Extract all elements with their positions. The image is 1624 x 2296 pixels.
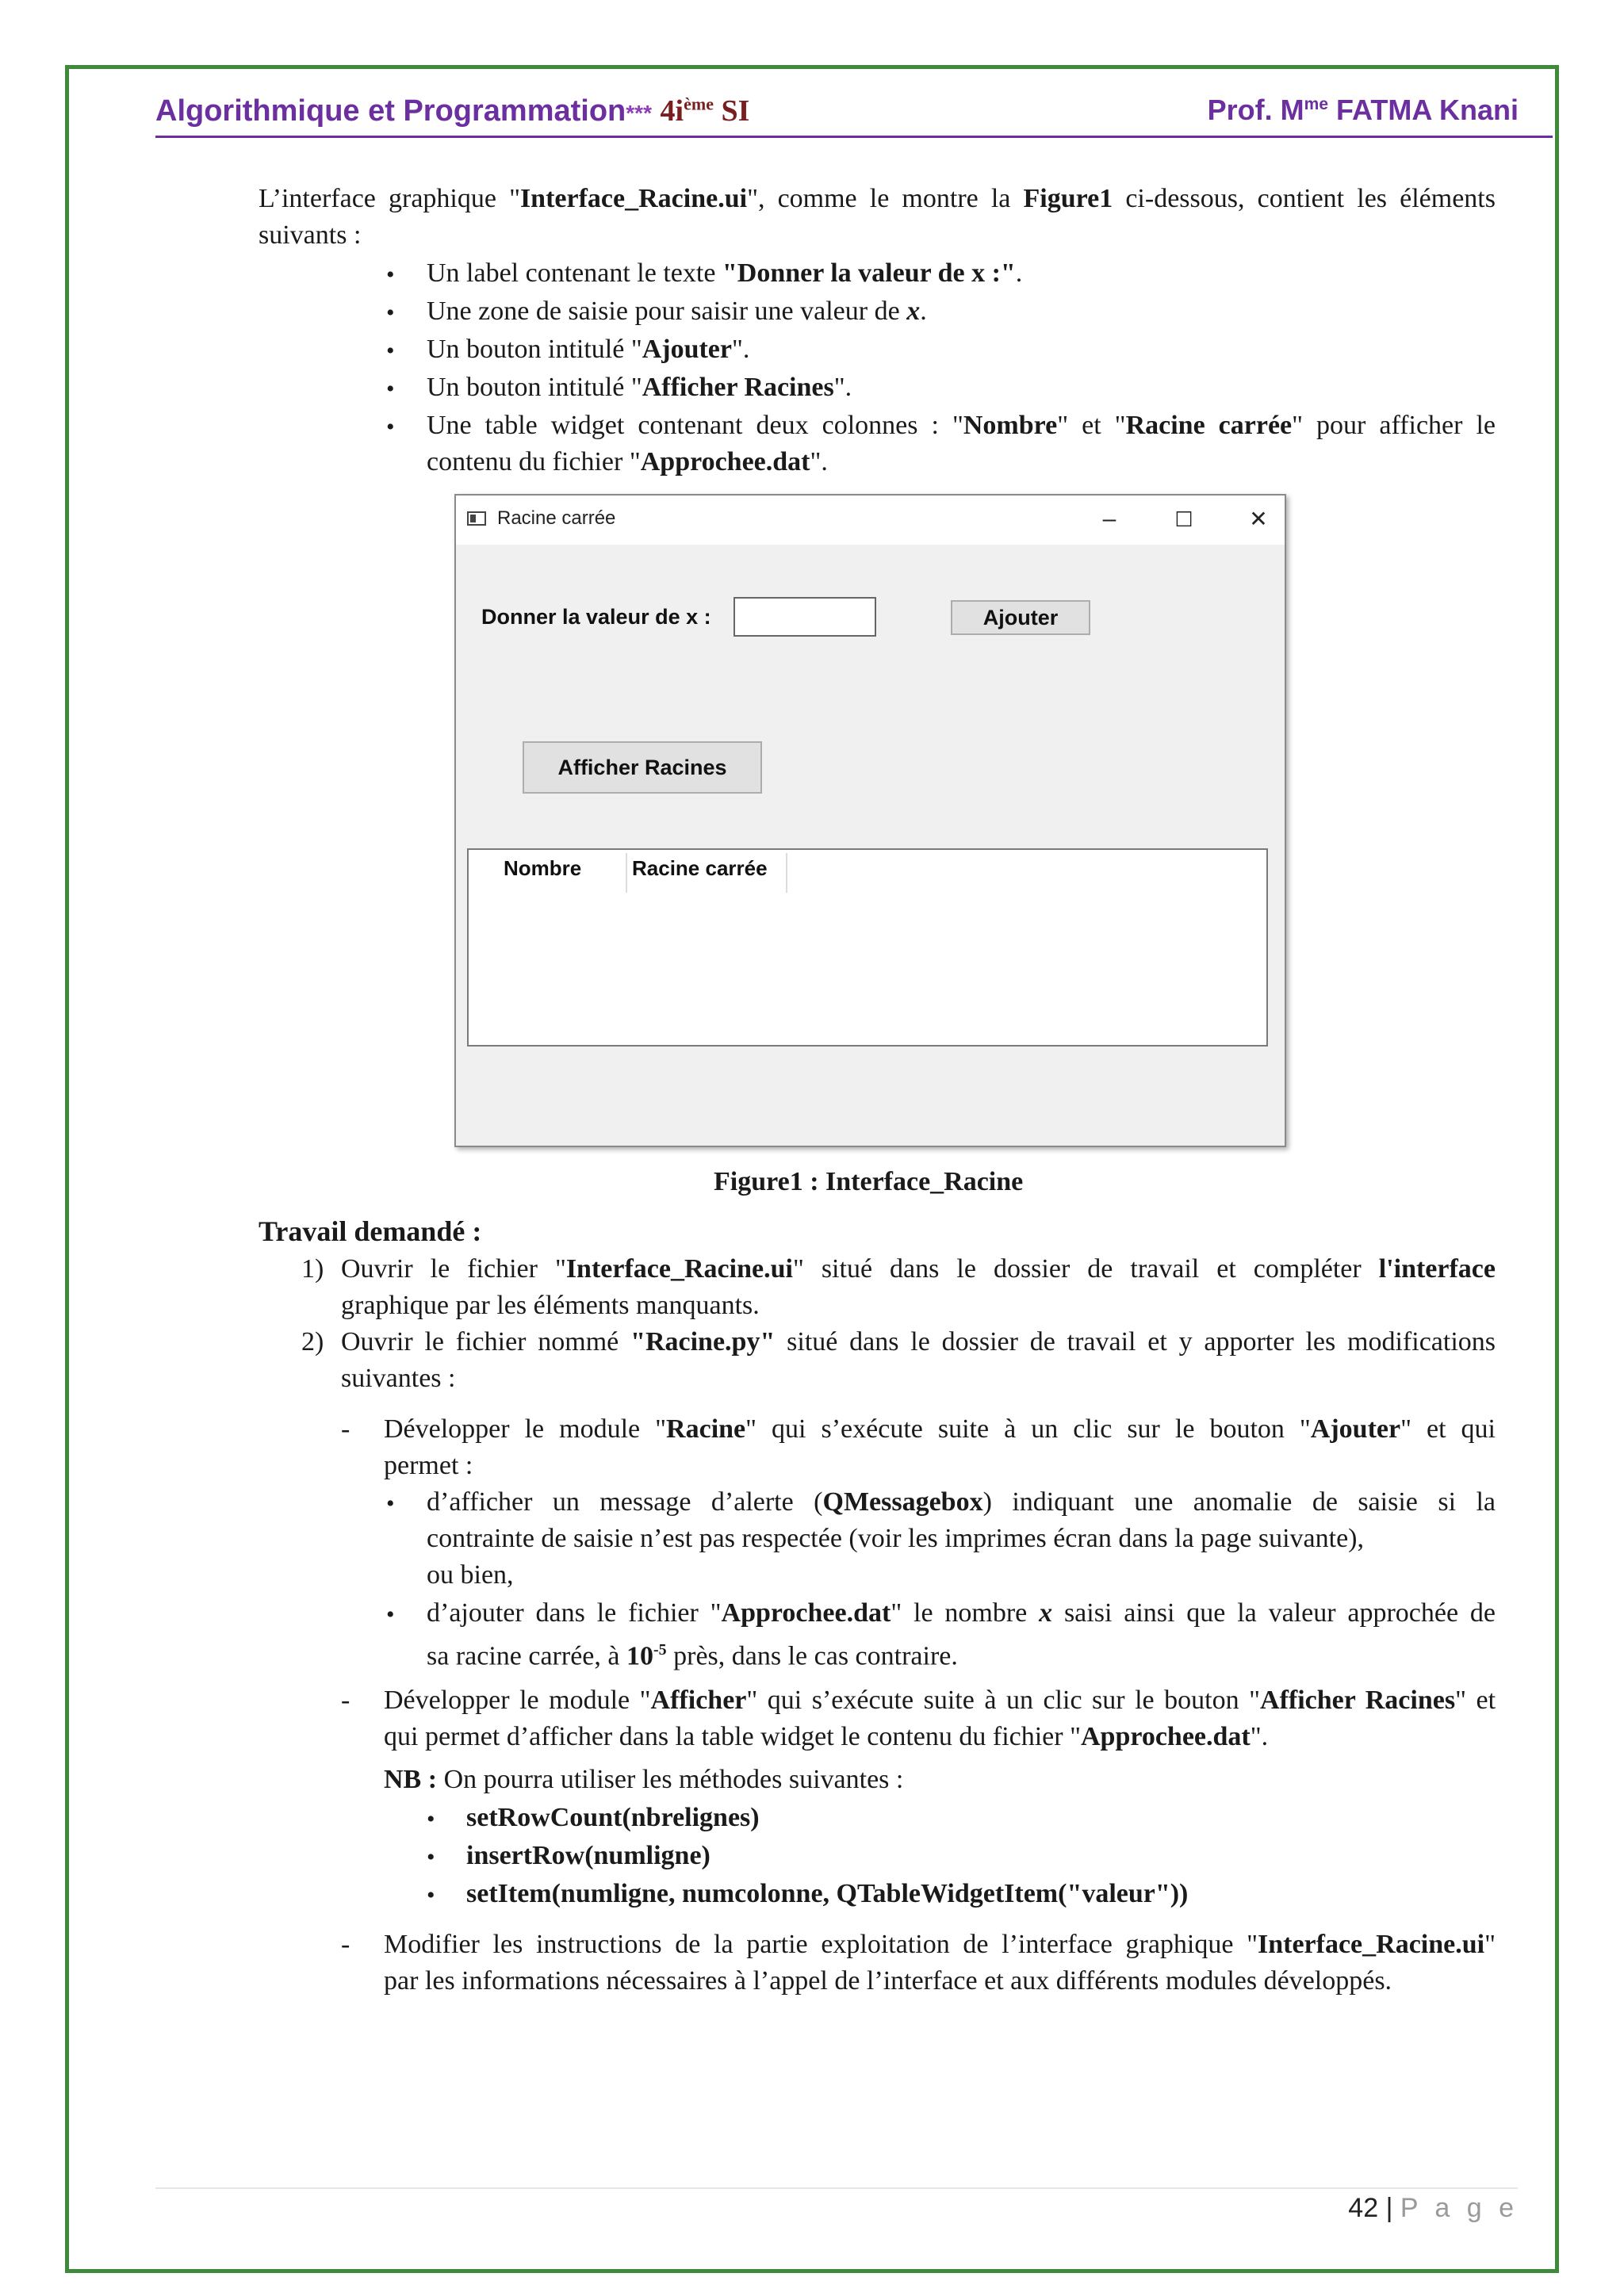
question-1-line-2: graphique par les éléments manquants.: [341, 1291, 760, 1320]
page-label: P a g e: [1400, 2193, 1519, 2223]
subtask-alert-line-3: ou bien,: [427, 1560, 514, 1590]
bullet-dot: •: [386, 1601, 395, 1628]
subtask-alert-line-2: contrainte de saisie n’est pas respectée (voir les imprimes écran dans la page suivante),: [427, 1524, 1364, 1553]
window-titlebar: [456, 496, 1285, 545]
subtask-append-line-2: sa racine carrée, à $10^{-5}$ près, dans le cas contraire.: [427, 1641, 958, 1671]
bullet-table-item: Une table widget contenant deux colonnes : "Nombre" et "Racine carrée" pour afficher le: [427, 411, 1496, 440]
question-2-line-2: suivantes :: [341, 1364, 456, 1393]
bullet-dot: •: [427, 1844, 435, 1870]
work-heading: Travail demandé :: [259, 1215, 482, 1247]
figure-caption: Figure1 : Interface_Racine: [714, 1167, 1024, 1196]
bullet-dot: •: [386, 300, 395, 326]
bullet-label-item: Un label contenant le texte "Donner la valeur de x :".: [427, 258, 1023, 288]
question-number: 2): [301, 1327, 324, 1357]
bullet-input-item: Une zone de saisie pour saisir une valeur de x.: [427, 297, 927, 326]
bullet-dot: •: [386, 262, 395, 288]
task-racine: Développer le module "Racine" qui s’exécute suite à un clic sur le bouton "Ajouter" et qui: [384, 1414, 1496, 1444]
header-teacher: Prof. $M^{me}$ FATMA Knani: [1207, 94, 1519, 126]
question-2: Ouvrir le fichier nommé "Racine.py" situé dans le dossier de travail et y apporter les modifications: [341, 1327, 1496, 1357]
task-afficher-line-2: qui permet d’afficher dans la table widget le contenu du fichier "Approchee.dat".: [384, 1722, 1269, 1751]
nb-note: NB : On pourra utiliser les méthodes suivantes :: [384, 1765, 904, 1794]
bullet-dot: •: [427, 1882, 435, 1908]
method-insertrow: insertRow(numligne): [466, 1841, 710, 1870]
dash-marker: -: [341, 1686, 350, 1715]
racine-window: [454, 494, 1286, 1147]
method-setrowcount: setRowCount(nbrelignes): [466, 1803, 760, 1832]
bullet-dot: •: [386, 414, 395, 440]
maximize-button[interactable]: ☐: [1174, 507, 1193, 531]
bullet-dot: •: [386, 1490, 395, 1517]
ajouter-button[interactable]: Ajouter: [951, 600, 1090, 635]
subtask-alert: d’afficher un message d’alerte (QMessagebox) indiquant une anomalie de saisie si la: [427, 1487, 1496, 1517]
dash-marker: -: [341, 1930, 350, 1959]
table-header-divider: [786, 853, 787, 893]
bullet-dot: •: [386, 338, 395, 364]
close-button[interactable]: ✕: [1249, 507, 1268, 531]
footer-rule: [155, 2187, 1518, 2189]
afficher-racines-button[interactable]: Afficher Racines: [523, 741, 762, 794]
header-stars: ***: [626, 101, 652, 125]
intro-line-2: suivants :: [259, 220, 362, 250]
method-setitem: setItem(numligne, numcolonne, QTableWidgetItem("valeur")): [466, 1879, 1189, 1908]
subtask-append: d’ajouter dans le fichier "Approchee.dat" le nombre x saisi ainsi que la valeur approchée de: [427, 1598, 1496, 1628]
bullet-table-item-line-2: contenu du fichier "Approchee.dat".: [427, 447, 828, 476]
bullet-ajouter-item: Un bouton intitulé "Ajouter".: [427, 335, 750, 364]
table-header-nombre[interactable]: Nombre: [504, 856, 582, 880]
minimize-button[interactable]: –: [1102, 506, 1116, 532]
table-header-racine[interactable]: Racine carrée: [632, 856, 768, 880]
question-1: Ouvrir le fichier "Interface_Racine.ui" situé dans le dossier de travail et compléter l'interface: [341, 1254, 1496, 1284]
bullet-dot: •: [386, 376, 395, 402]
dash-marker: -: [341, 1414, 350, 1444]
task-modify-line-2: par les informations nécessaires à l’appel de l’interface et aux différents modules développés.: [384, 1966, 1392, 1996]
value-input[interactable]: [733, 597, 876, 637]
bullet-afficher-item: Un bouton intitulé "Afficher Racines".: [427, 373, 852, 402]
racines-table[interactable]: [467, 848, 1268, 1047]
header-level: $4i^{ème}$ SI: [660, 94, 750, 128]
header-rule: [155, 136, 1553, 138]
question-number: 1): [301, 1254, 324, 1284]
table-header-divider: [626, 853, 627, 893]
app-icon: [467, 511, 486, 526]
bullet-dot: •: [427, 1806, 435, 1832]
window-title: Racine carrée: [497, 507, 616, 529]
page-number: 42: [1348, 2193, 1379, 2223]
task-modify: Modifier les instructions de la partie exploitation de l’interface graphique "Interface_Racine.ui": [384, 1930, 1496, 1959]
task-afficher: Développer le module "Afficher" qui s’exécute suite à un clic sur le bouton "Afficher Racines" et: [384, 1686, 1496, 1715]
header-course-title: Algorithmique et Programmation*** $4i^{ème}$ SI: [155, 94, 750, 128]
intro-line-1: L’interface graphique "Interface_Racine.ui", comme le montre la Figure1 ci-dessous, contient les éléments: [259, 184, 1496, 213]
page-footer: 42 | P a g e: [1348, 2193, 1519, 2223]
value-label: Donner la valeur de x :: [481, 605, 711, 629]
task-racine-line-2: permet :: [384, 1451, 473, 1480]
